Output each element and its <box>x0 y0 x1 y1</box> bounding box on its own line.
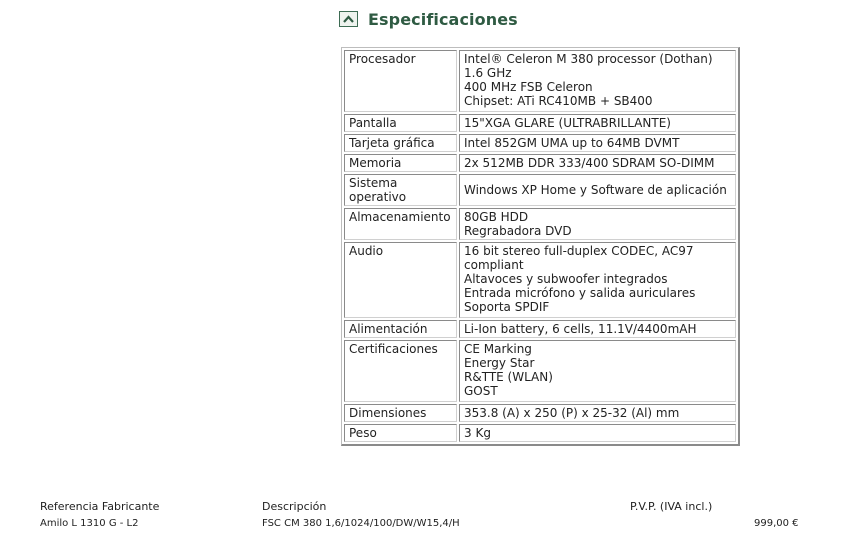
chevron-up-icon <box>343 15 354 23</box>
spec-table <box>342 48 738 444</box>
spec-row <box>344 404 736 422</box>
spec-row <box>344 50 736 112</box>
spec-row <box>344 114 736 132</box>
spec-label: Audio <box>344 242 457 318</box>
spec-label: Tarjeta gráfica <box>344 134 457 152</box>
spec-value: 80GB HDD Regrabadora DVD <box>459 208 736 240</box>
collapse-toggle[interactable] <box>339 11 358 27</box>
spec-row <box>344 134 736 152</box>
spec-label: Almacenamiento <box>344 208 457 240</box>
spec-table-frame <box>341 47 740 446</box>
spec-label: Alimentación <box>344 320 457 338</box>
spec-row <box>344 340 736 402</box>
spec-row <box>344 174 736 206</box>
desc-header: Descripción <box>262 500 327 513</box>
spec-row <box>344 242 736 318</box>
price-header: P.V.P. (IVA incl.) <box>630 500 713 513</box>
spec-value: Intel 852GM UMA up to 64MB DVMT <box>459 134 736 152</box>
spec-value: Li-Ion battery, 6 cells, 11.1V/4400mAH <box>459 320 736 338</box>
spec-value: 16 bit stereo full-duplex CODEC, AC97 compliant Altavoces y subwoofer integrados Entrada micrófono y salida auriculares Soporta SPDIF <box>459 242 736 318</box>
spec-label: Pantalla <box>344 114 457 132</box>
spec-label: Sistema operativo <box>344 174 457 206</box>
spec-value: Intel® Celeron M 380 processor (Dothan) 1.6 GHz 400 MHz FSB Celeron Chipset: ATi RC410MB + SB400 <box>459 50 736 112</box>
spec-value: 3 Kg <box>459 424 736 442</box>
section-title: Especificaciones <box>368 9 518 29</box>
section-header <box>339 8 518 30</box>
spec-label: Certificaciones <box>344 340 457 402</box>
spec-label: Peso <box>344 424 457 442</box>
spec-value: Windows XP Home y Software de aplicación <box>459 174 736 206</box>
spec-value: CE Marking Energy Star R&TTE (WLAN) GOST <box>459 340 736 402</box>
spec-row <box>344 424 736 442</box>
ref-header: Referencia Fabricante <box>40 500 160 513</box>
spec-value: 15"XGA GLARE (ULTRABRILLANTE) <box>459 114 736 132</box>
spec-label: Procesador <box>344 50 457 112</box>
spec-value: 353.8 (A) x 250 (P) x 25-32 (Al) mm <box>459 404 736 422</box>
spec-row <box>344 208 736 240</box>
spec-label: Dimensiones <box>344 404 457 422</box>
spec-row <box>344 154 736 172</box>
ref-value: Amilo L 1310 G - L2 <box>40 518 139 529</box>
spec-value: 2x 512MB DDR 333/400 SDRAM SO-DIMM <box>459 154 736 172</box>
price-value: 999,00 € <box>754 518 799 529</box>
spec-label: Memoria <box>344 154 457 172</box>
spec-row <box>344 320 736 338</box>
desc-value: FSC CM 380 1,6/1024/100/DW/W15,4/H <box>262 518 460 529</box>
